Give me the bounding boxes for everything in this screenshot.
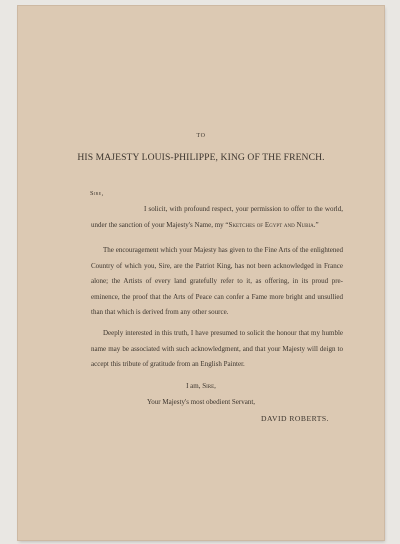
salutation: Sire, <box>90 190 104 197</box>
paragraph-3: Deeply interested in this truth, I have presumed to solicit the honour that my humble name may be associated with such acknowledgment, and that your Majesty will deign to accept this tribute of gratitude from an English Painter. <box>91 329 343 368</box>
book-title: Sketches of Egypt and Nubia <box>228 220 314 229</box>
paragraph-1 <box>91 202 343 233</box>
paragraph-1-text: I solicit, with profound respect, your permission to offer to the world, under the sanction of your Majesty's Name, my “ <box>91 205 343 229</box>
closing-line-2: Your Majesty's most obedient Servant, <box>146 398 256 406</box>
signature: DAVID ROBERTS. <box>260 414 329 423</box>
paragraph-1-end: .” <box>313 220 319 229</box>
paragraph-2: The encouragement which your Majesty has given to the Fine Arts of the enlightened Country of which you, Sire, are the Patriot King, has not been acknowledged in France alone; the Artists of every land gratefully refer to it, as offering, in its proud pre-eminence, the proof that the Arts of Peace can confer a Fame more bright and unsullied than that which is derived from any other source. <box>91 246 343 316</box>
dedication-to: TO <box>196 133 206 139</box>
dedication-title: HIS MAJESTY LOUIS-PHILIPPE, KING OF THE FRENCH. <box>77 152 325 163</box>
closing-sire: Sire <box>202 382 215 390</box>
closing-comma: , <box>214 382 216 390</box>
closing-i-am: I am, <box>186 382 203 390</box>
closing-line-1 <box>18 382 384 390</box>
page-sheet <box>18 6 384 540</box>
